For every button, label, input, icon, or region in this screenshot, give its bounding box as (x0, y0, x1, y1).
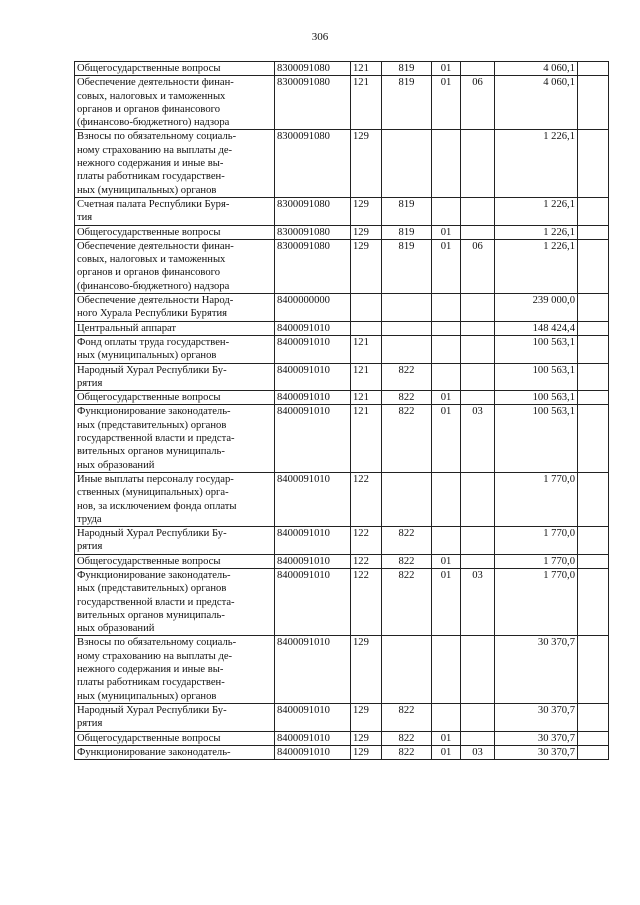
budget-table-body (75, 62, 609, 760)
row-name-cell: Народный Хурал Республики Бу- рятия (75, 363, 275, 391)
row-empty-cell (578, 225, 609, 239)
row-empty-cell (578, 554, 609, 568)
row-expense-type-cell: 129 (351, 130, 382, 197)
row-section-cell (432, 321, 461, 335)
row-budget-manager-cell (382, 472, 432, 526)
row-section-cell: 01 (432, 731, 461, 745)
row-amount-cell: 1 770,0 (495, 568, 578, 635)
row-name-cell: Функционирование законодатель- ных (представительных) органов государственной власти и предста- вительных органов муниципаль- ных образований (75, 405, 275, 472)
row-target-article-cell: 8400091010 (275, 745, 351, 759)
row-subsection-cell (461, 703, 495, 731)
row-name-cell: Обеспечение деятельности Народ- ного Хурала Республики Бурятия (75, 294, 275, 322)
row-section-cell (432, 335, 461, 363)
row-subsection-cell (461, 472, 495, 526)
row-amount-cell: 30 370,7 (495, 636, 578, 703)
row-budget-manager-cell: 822 (382, 745, 432, 759)
row-target-article-cell: 8400091010 (275, 391, 351, 405)
table-row (75, 76, 609, 130)
row-target-article-cell: 8400091010 (275, 703, 351, 731)
table-row (75, 130, 609, 197)
table-row (75, 197, 609, 225)
row-name-cell: Взносы по обязательному социаль- ному страхованию на выплаты де- нежного содержания и иные вы- платы работникам государствен- ных (муниципальных) органов (75, 130, 275, 197)
row-section-cell: 01 (432, 76, 461, 130)
row-subsection-cell: 06 (461, 76, 495, 130)
row-empty-cell (578, 731, 609, 745)
row-amount-cell: 100 563,1 (495, 405, 578, 472)
row-section-cell: 01 (432, 554, 461, 568)
row-budget-manager-cell: 822 (382, 554, 432, 568)
row-section-cell (432, 636, 461, 703)
row-budget-manager-cell: 822 (382, 527, 432, 555)
row-amount-cell: 1 226,1 (495, 239, 578, 293)
row-empty-cell (578, 636, 609, 703)
row-expense-type-cell: 122 (351, 527, 382, 555)
row-expense-type-cell: 129 (351, 239, 382, 293)
row-subsection-cell: 03 (461, 745, 495, 759)
row-amount-cell: 30 370,7 (495, 745, 578, 759)
row-target-article-cell: 8300091080 (275, 62, 351, 76)
row-budget-manager-cell: 819 (382, 197, 432, 225)
table-row (75, 391, 609, 405)
row-subsection-cell (461, 321, 495, 335)
row-amount-cell: 1 770,0 (495, 527, 578, 555)
table-row (75, 62, 609, 76)
row-expense-type-cell: 129 (351, 225, 382, 239)
budget-table (74, 61, 609, 760)
row-target-article-cell: 8400091010 (275, 472, 351, 526)
row-subsection-cell (461, 335, 495, 363)
row-budget-manager-cell: 819 (382, 76, 432, 130)
table-row (75, 527, 609, 555)
row-empty-cell (578, 62, 609, 76)
row-target-article-cell: 8400091010 (275, 554, 351, 568)
row-subsection-cell (461, 363, 495, 391)
row-section-cell: 01 (432, 62, 461, 76)
table-row (75, 636, 609, 703)
row-subsection-cell: 06 (461, 239, 495, 293)
row-subsection-cell (461, 391, 495, 405)
table-row (75, 568, 609, 635)
row-expense-type-cell: 129 (351, 197, 382, 225)
row-subsection-cell: 03 (461, 405, 495, 472)
row-empty-cell (578, 745, 609, 759)
row-amount-cell: 4 060,1 (495, 76, 578, 130)
row-target-article-cell: 8300091080 (275, 225, 351, 239)
row-empty-cell (578, 363, 609, 391)
row-name-cell: Взносы по обязательному социаль- ному страхованию на выплаты де- нежного содержания и иные вы- платы работникам государствен- ных (муниципальных) органов (75, 636, 275, 703)
table-row (75, 731, 609, 745)
row-name-cell: Народный Хурал Республики Бу- рятия (75, 703, 275, 731)
row-expense-type-cell: 129 (351, 745, 382, 759)
row-budget-manager-cell (382, 636, 432, 703)
row-expense-type-cell: 129 (351, 636, 382, 703)
row-target-article-cell: 8400091010 (275, 731, 351, 745)
row-empty-cell (578, 391, 609, 405)
row-target-article-cell: 8300091080 (275, 76, 351, 130)
row-target-article-cell: 8300091080 (275, 239, 351, 293)
row-expense-type-cell: 122 (351, 554, 382, 568)
row-name-cell: Функционирование законодатель- ных (представительных) органов государственной власти и предста- вительных органов муниципаль- ных образований (75, 568, 275, 635)
table-row (75, 335, 609, 363)
row-budget-manager-cell: 819 (382, 239, 432, 293)
row-subsection-cell (461, 554, 495, 568)
row-expense-type-cell: 121 (351, 62, 382, 76)
table-row (75, 405, 609, 472)
row-expense-type-cell: 122 (351, 472, 382, 526)
row-name-cell: Обеспечение деятельности финан- совых, налоговых и таможенных органов и органов финансового (финансово-бюджетного) надзора (75, 239, 275, 293)
row-amount-cell: 30 370,7 (495, 731, 578, 745)
row-amount-cell: 1 770,0 (495, 472, 578, 526)
row-section-cell (432, 527, 461, 555)
row-subsection-cell (461, 636, 495, 703)
row-name-cell: Общегосударственные вопросы (75, 391, 275, 405)
row-budget-manager-cell: 822 (382, 568, 432, 635)
row-expense-type-cell: 121 (351, 335, 382, 363)
row-name-cell: Обеспечение деятельности финан- совых, налоговых и таможенных органов и органов финансового (финансово-бюджетного) надзора (75, 76, 275, 130)
row-name-cell: Народный Хурал Республики Бу- рятия (75, 527, 275, 555)
table-row (75, 239, 609, 293)
row-empty-cell (578, 321, 609, 335)
row-empty-cell (578, 568, 609, 635)
row-name-cell: Иные выплаты персоналу государ- ственных (муниципальных) орга- нов, за исключением фонда оплаты труда (75, 472, 275, 526)
row-subsection-cell (461, 197, 495, 225)
row-budget-manager-cell (382, 294, 432, 322)
row-expense-type-cell: 129 (351, 731, 382, 745)
row-amount-cell: 100 563,1 (495, 363, 578, 391)
row-budget-manager-cell: 822 (382, 363, 432, 391)
row-expense-type-cell: 121 (351, 363, 382, 391)
row-empty-cell (578, 239, 609, 293)
row-name-cell: Функционирование законодатель- (75, 745, 275, 759)
row-section-cell (432, 294, 461, 322)
row-expense-type-cell: 121 (351, 391, 382, 405)
row-expense-type-cell: 121 (351, 76, 382, 130)
row-budget-manager-cell: 822 (382, 731, 432, 745)
row-target-article-cell: 8300091080 (275, 130, 351, 197)
row-amount-cell: 1 770,0 (495, 554, 578, 568)
table-row (75, 472, 609, 526)
row-subsection-cell (461, 130, 495, 197)
row-empty-cell (578, 294, 609, 322)
row-amount-cell: 1 226,1 (495, 130, 578, 197)
row-budget-manager-cell: 822 (382, 405, 432, 472)
row-amount-cell: 1 226,1 (495, 225, 578, 239)
row-budget-manager-cell: 819 (382, 225, 432, 239)
row-section-cell: 01 (432, 225, 461, 239)
row-empty-cell (578, 76, 609, 130)
row-subsection-cell (461, 225, 495, 239)
row-target-article-cell: 8300091080 (275, 197, 351, 225)
row-empty-cell (578, 197, 609, 225)
row-section-cell (432, 703, 461, 731)
row-empty-cell (578, 527, 609, 555)
row-target-article-cell: 8400091010 (275, 335, 351, 363)
row-expense-type-cell (351, 321, 382, 335)
row-budget-manager-cell: 819 (382, 62, 432, 76)
row-budget-manager-cell (382, 130, 432, 197)
row-expense-type-cell: 122 (351, 568, 382, 635)
row-section-cell: 01 (432, 405, 461, 472)
row-section-cell (432, 197, 461, 225)
row-amount-cell: 100 563,1 (495, 391, 578, 405)
table-row (75, 363, 609, 391)
row-name-cell: Общегосударственные вопросы (75, 554, 275, 568)
row-section-cell (432, 130, 461, 197)
row-amount-cell: 239 000,0 (495, 294, 578, 322)
row-amount-cell: 100 563,1 (495, 335, 578, 363)
row-name-cell: Фонд оплаты труда государствен- ных (муниципальных) органов (75, 335, 275, 363)
row-empty-cell (578, 703, 609, 731)
row-subsection-cell (461, 62, 495, 76)
table-row (75, 294, 609, 322)
row-expense-type-cell: 121 (351, 405, 382, 472)
row-expense-type-cell (351, 294, 382, 322)
row-budget-manager-cell: 822 (382, 391, 432, 405)
row-budget-manager-cell (382, 321, 432, 335)
row-budget-manager-cell (382, 335, 432, 363)
row-section-cell: 01 (432, 391, 461, 405)
row-budget-manager-cell: 822 (382, 703, 432, 731)
row-target-article-cell: 8400091010 (275, 363, 351, 391)
row-target-article-cell: 8400091010 (275, 636, 351, 703)
row-subsection-cell (461, 527, 495, 555)
table-row (75, 703, 609, 731)
row-expense-type-cell: 129 (351, 703, 382, 731)
row-target-article-cell: 8400091010 (275, 527, 351, 555)
row-subsection-cell (461, 731, 495, 745)
row-subsection-cell (461, 294, 495, 322)
row-name-cell: Центральный аппарат (75, 321, 275, 335)
table-row (75, 745, 609, 759)
row-empty-cell (578, 335, 609, 363)
row-amount-cell: 1 226,1 (495, 197, 578, 225)
row-amount-cell: 30 370,7 (495, 703, 578, 731)
row-name-cell: Общегосударственные вопросы (75, 62, 275, 76)
row-target-article-cell: 8400091010 (275, 405, 351, 472)
row-section-cell (432, 363, 461, 391)
row-empty-cell (578, 405, 609, 472)
table-row (75, 225, 609, 239)
row-section-cell: 01 (432, 745, 461, 759)
row-target-article-cell: 8400091010 (275, 568, 351, 635)
row-empty-cell (578, 472, 609, 526)
page-number: 306 (311, 31, 329, 43)
row-target-article-cell: 8400091010 (275, 321, 351, 335)
row-target-article-cell: 8400000000 (275, 294, 351, 322)
row-empty-cell (578, 130, 609, 197)
row-subsection-cell: 03 (461, 568, 495, 635)
row-section-cell: 01 (432, 239, 461, 293)
table-row (75, 321, 609, 335)
row-name-cell: Счетная палата Республики Буря- тия (75, 197, 275, 225)
row-section-cell: 01 (432, 568, 461, 635)
row-amount-cell: 148 424,4 (495, 321, 578, 335)
row-name-cell: Общегосударственные вопросы (75, 731, 275, 745)
row-amount-cell: 4 060,1 (495, 62, 578, 76)
table-row (75, 554, 609, 568)
row-section-cell (432, 472, 461, 526)
row-name-cell: Общегосударственные вопросы (75, 225, 275, 239)
